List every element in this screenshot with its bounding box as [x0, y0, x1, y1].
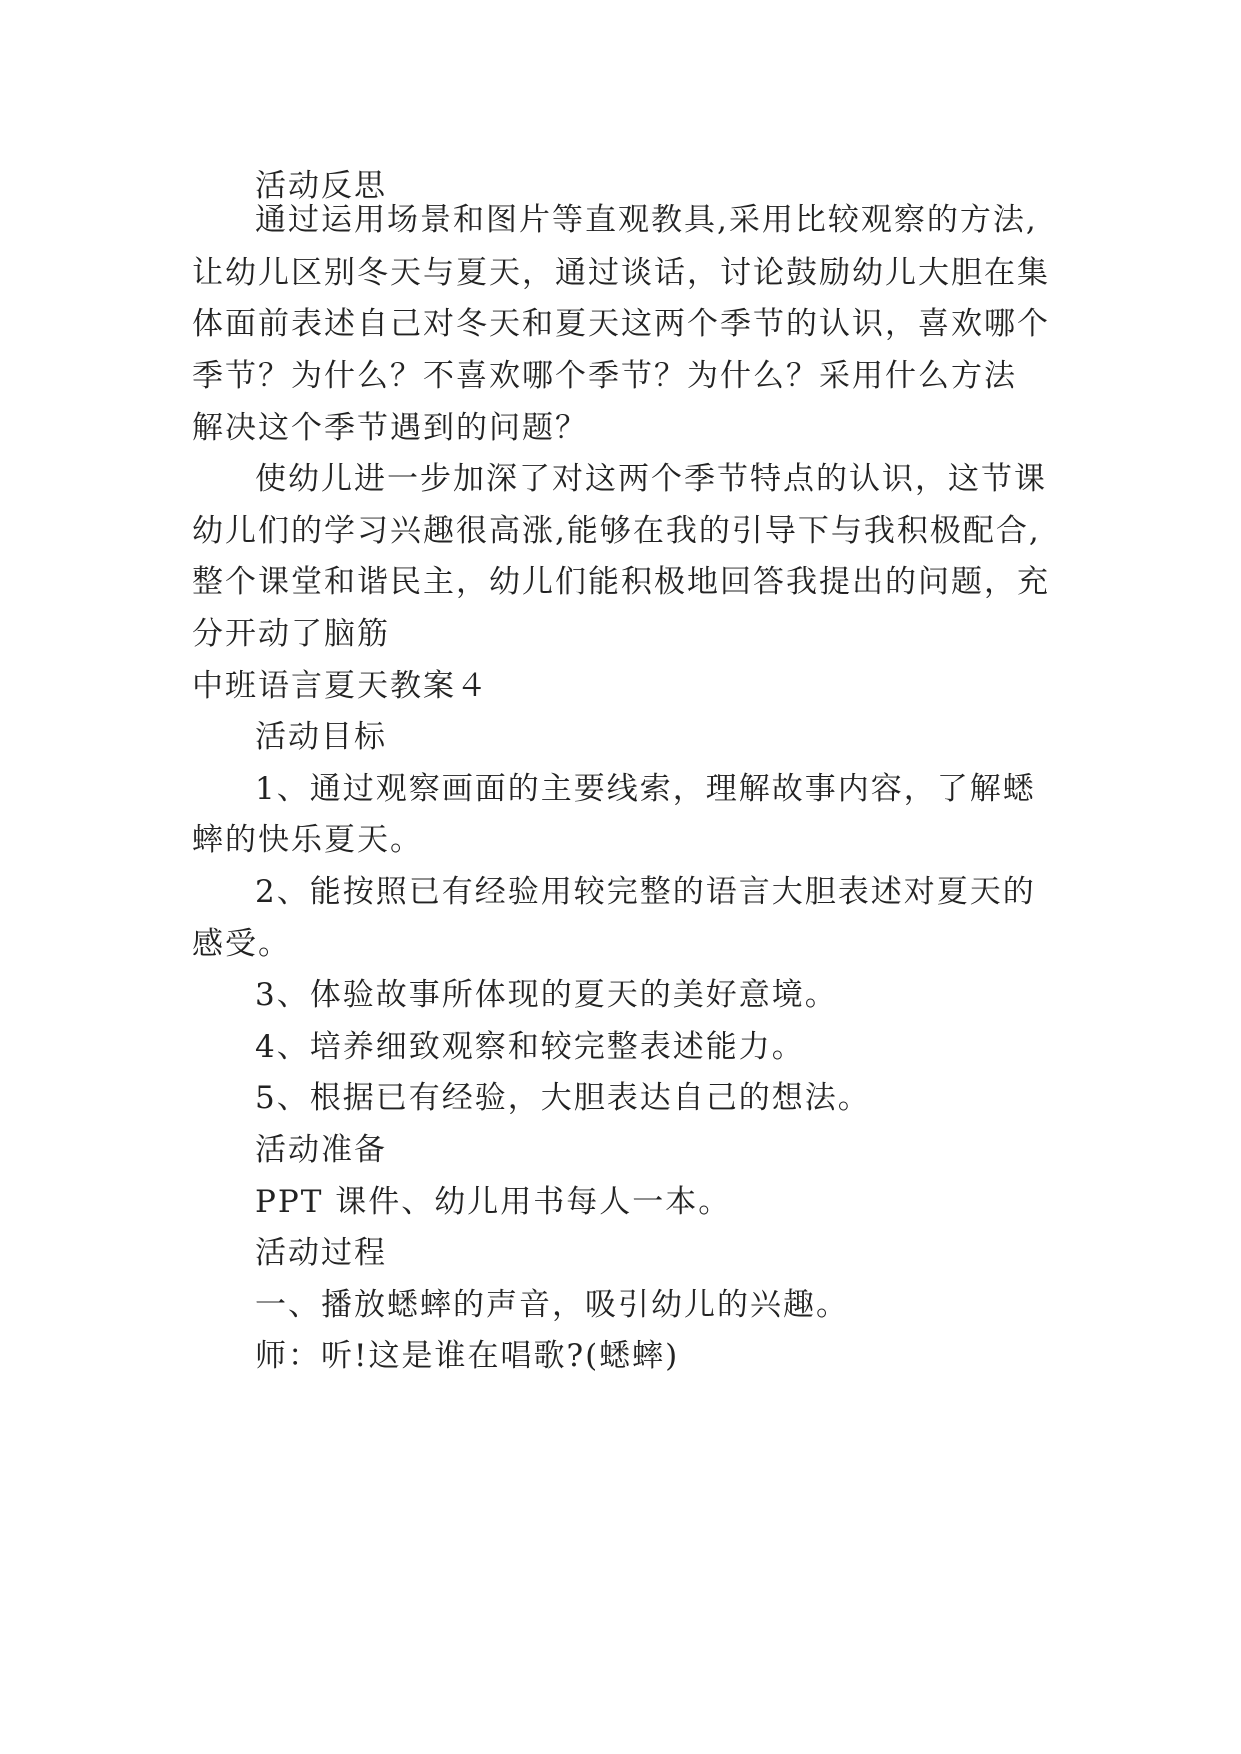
list-item-continuation: 感受。: [192, 926, 291, 962]
paragraph-line: 体面前表述自己对冬天和夏天这两个季节的认识，喜欢哪个: [192, 306, 1050, 342]
list-item: 4、培养细致观察和较完整表述能力。: [255, 1029, 805, 1065]
paragraph-line: 幼儿们的学习兴趣很高涨,能够在我的引导下与我积极配合,: [192, 513, 1041, 549]
list-item: 2、能按照已有经验用较完整的语言大胆表述对夏天的: [255, 874, 1036, 910]
paragraph-line: 分开动了脑筋: [192, 616, 390, 652]
paragraph-line: 通过运用场景和图片等直观教具,采用比较观察的方法,: [255, 202, 1038, 238]
list-item: 5、根据已有经验，大胆表达自己的想法。: [255, 1080, 871, 1116]
paragraph-line: 整个课堂和谐民主，幼儿们能积极地回答我提出的问题，充: [192, 564, 1050, 600]
section-heading-process: 活动过程: [255, 1235, 387, 1271]
section-heading-reflection: 活动反思: [255, 168, 387, 204]
paragraph-line: 让幼儿区别冬天与夏天，通过谈话，讨论鼓励幼儿大胆在集: [192, 255, 1050, 291]
paragraph-line: 一、播放蟋蟀的声音，吸引幼儿的兴趣。: [255, 1287, 849, 1323]
paragraph-line: 师：听!这是谁在唱歌?(蟋蟀): [255, 1338, 680, 1374]
paragraph-line: 季节？为什么？不喜欢哪个季节？为什么？采用什么方法: [192, 358, 1017, 394]
section-heading-goals: 活动目标: [255, 719, 387, 755]
list-item: 3、体验故事所体现的夏天的美好意境。: [255, 977, 838, 1013]
list-item-continuation: 蟀的快乐夏天。: [192, 822, 423, 858]
paragraph-line: 使幼儿进一步加深了对这两个季节特点的认识，这节课: [255, 461, 1047, 497]
paragraph-line: PPT 课件、幼儿用书每人一本。: [255, 1184, 732, 1220]
lesson-title: 中班语言夏天教案４: [192, 668, 489, 704]
section-heading-preparation: 活动准备: [255, 1132, 387, 1168]
paragraph-line: 解决这个季节遇到的问题？: [192, 410, 588, 446]
list-item: 1、通过观察画面的主要线索，理解故事内容，了解蟋: [255, 771, 1036, 807]
